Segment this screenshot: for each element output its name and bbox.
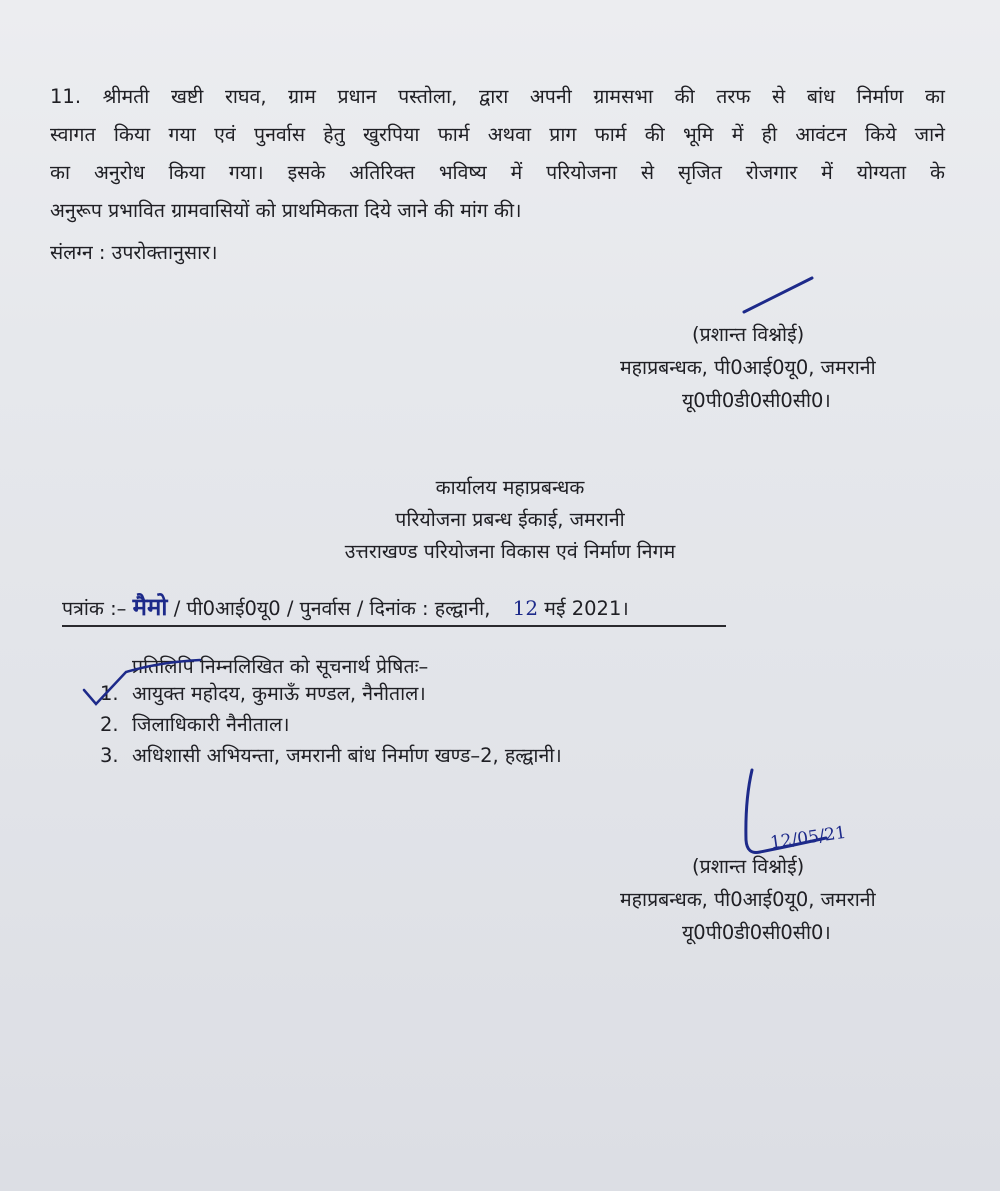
copy-intro: प्रतिलिपि निम्नलिखित को सूचनार्थ प्रेषितः–: [132, 655, 429, 678]
signatory-designation: महाप्रबन्धक, पी0आई0यू0, जमरानी: [620, 888, 876, 911]
office-line-3: उत्तराखण्ड परियोजना विकास एवं निर्माण निगम: [344, 540, 676, 563]
reference-middle: / पी0आई0यू0 / पुनर्वास / दिनांक : हल्द्वानी,: [173, 597, 491, 620]
paragraph-line: स्वागत किया गया एवं पुनर्वास हेतु खुरपिया फार्म अथवा प्राग फार्म की भूमि में ही आवंटन किये जाने: [50, 123, 945, 146]
office-line-1: कार्यालय महाप्रबन्धक: [435, 476, 585, 499]
signatory-designation: महाप्रबन्धक, पी0आई0यू0, जमरानी: [620, 356, 876, 379]
paragraph-line: 11. श्रीमती खष्टी राघव, ग्राम प्रधान पस्तोला, द्वारा अपनी ग्रामसभा की तरफ से बांध निर्माण का: [50, 85, 945, 108]
list-number: 2.: [100, 713, 119, 736]
list-number: 3.: [100, 744, 119, 767]
list-number: 1.: [100, 682, 119, 705]
signature-block-2: [620, 850, 920, 949]
signatory-org: यू0पी0डी0सी0सी0।: [682, 921, 831, 944]
enclosure-note: संलग्न : उपरोक्तानुसार।: [50, 241, 218, 264]
paragraph-line: अनुरूप प्रभावित ग्रामवासियों को प्राथमिकता दिये जाने की मांग की।: [50, 199, 522, 222]
reference-suffix: मई 2021।: [544, 597, 629, 620]
list-text: अधिशासी अभियन्ता, जमरानी बांध निर्माण खण्ड–2, हल्द्वानी।: [132, 744, 562, 767]
paragraph-line: का अनुरोध किया गया। इसके अतिरिक्त भविष्य में परियोजना से सृजित रोजगार में योग्यता के: [50, 161, 945, 184]
office-line-2: परियोजना प्रबन्ध ईकाई, जमरानी: [395, 508, 625, 531]
handwritten-memo-no: मैमो: [132, 592, 168, 621]
signatory-name: (प्रशान्त विश्नोई): [692, 855, 805, 878]
reference-prefix: पत्रांक :–: [62, 597, 127, 620]
list-text: जिलाधिकारी नैनीताल।: [132, 713, 290, 736]
signatory-org: यू0पी0डी0सी0सी0।: [682, 389, 831, 412]
handwritten-day: 12: [512, 596, 539, 620]
list-text: आयुक्त महोदय, कुमाऊँ मण्डल, नैनीताल।: [132, 682, 426, 705]
signatory-name: (प्रशान्त विश्नोई): [692, 323, 805, 346]
handwritten-sign-date: 12/05/21: [768, 822, 848, 854]
